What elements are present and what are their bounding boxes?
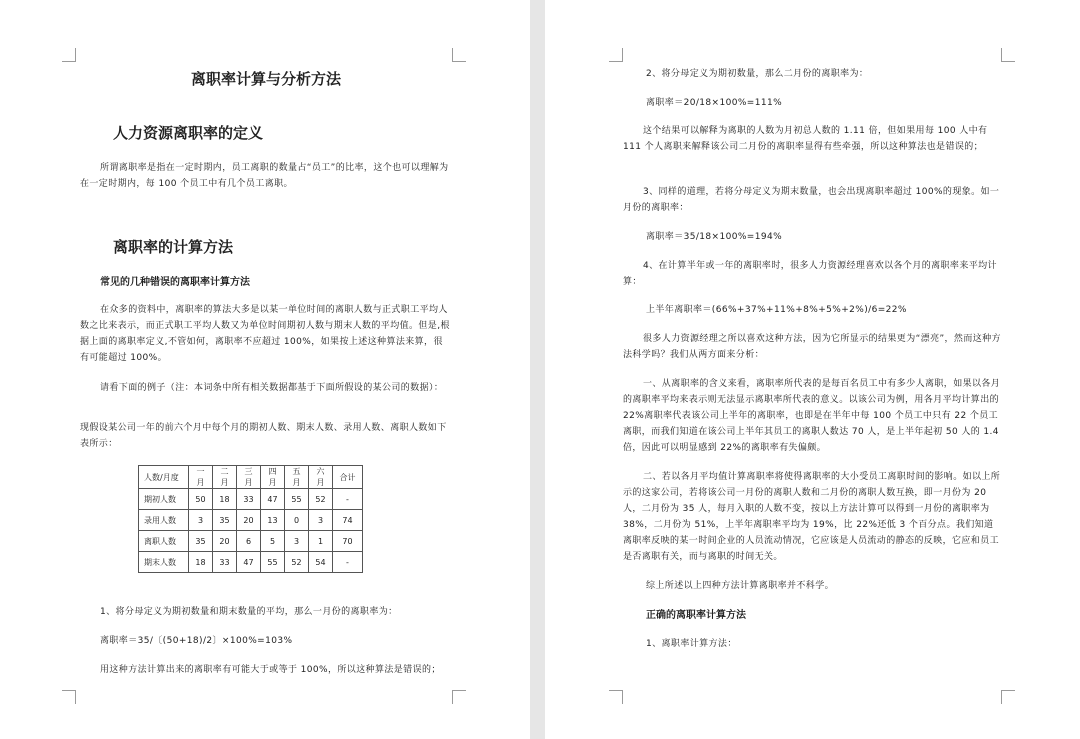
table-cell: 18 — [189, 552, 213, 573]
paragraph-method-2: 2、将分母定义为期初数量，那么二月份的离职率为： — [646, 69, 869, 79]
paragraph-method-3: 3、同样的道理，若将分母定义为期末数量，也会出现离职率超过 100%的现象。如一月份的离职率： — [623, 187, 1000, 213]
table-cell: 离职人数 — [139, 531, 189, 552]
table-header-cell: 四月 — [261, 466, 285, 489]
table-cell: 13 — [261, 510, 285, 531]
heading-correct-method: 正确的离职率计算方法 — [646, 610, 746, 621]
table-cell: 35 — [213, 510, 237, 531]
table-header-cell: 一月 — [189, 466, 213, 489]
table-cell: 期初人数 — [139, 489, 189, 510]
table-cell: 33 — [237, 489, 261, 510]
paragraph-method-1-conclusion: 用这种方法计算出来的离职率有可能大于或等于 100%，所以这种算法是错误的； — [100, 665, 441, 675]
table-cell: 74 — [333, 510, 363, 531]
table-cell: 35 — [189, 531, 213, 552]
paragraph-method-2-explain: 这个结果可以解释为离职的人数为月初总人数的 1.11 倍，但如果用每 100 人中有 111 个人离职来解释该公司二月份的离职率显得有些牵强，所以这种算法也是错误的； — [623, 126, 988, 152]
margin-corner-mark — [452, 48, 466, 62]
table-cell: 6 — [237, 531, 261, 552]
table-cell: 5 — [261, 531, 285, 552]
table-cell: 0 — [285, 510, 309, 531]
table-cell: 52 — [285, 552, 309, 573]
heading-methods: 离职率的计算方法 — [113, 238, 234, 256]
table-header-cell: 五月 — [285, 466, 309, 489]
paragraph-assumption: 现假设某公司一年的前六个月中每个月的期初人数、期末人数、录用人数、离职人数如下表所示： — [80, 423, 447, 449]
table-cell: 70 — [333, 531, 363, 552]
headcount-table — [138, 465, 363, 573]
table-cell: 20 — [237, 510, 261, 531]
table-cell: 52 — [309, 489, 333, 510]
table-row — [139, 489, 363, 510]
table-cell: - — [333, 489, 363, 510]
margin-corner-mark — [62, 48, 76, 62]
table-header-cell: 三月 — [237, 466, 261, 489]
table-header-row — [139, 466, 363, 489]
paragraph-summary: 综上所述以上四种方法计算离职率并不科学。 — [646, 581, 835, 591]
table-cell: 3 — [189, 510, 213, 531]
table-cell: 20 — [213, 531, 237, 552]
margin-corner-mark — [1001, 48, 1015, 62]
table-row — [139, 552, 363, 573]
table-cell: 3 — [285, 531, 309, 552]
paragraph-intro: 在众多的资料中，离职率的算法大多是以某一单位时间的离职人数与正式职工平均人数之比来表示，而正式职工平均人数又为单位时间期初人数与期末人数的平均值。但是,根据上面的离职率定义,不管如何，离职率不应超过 100%，如果按上述这种算法来算，很有可能超过 100%。 — [80, 305, 450, 363]
table-cell: 18 — [213, 489, 237, 510]
paragraph-correct-method-1: 1、离职率计算方法： — [646, 639, 737, 649]
table-header-cell: 人数/月度 — [139, 466, 189, 489]
margin-corner-mark — [62, 690, 76, 704]
table-cell: 55 — [261, 552, 285, 573]
table-cell: 47 — [237, 552, 261, 573]
formula-method-2: 离职率＝20/18×100%=111% — [646, 98, 783, 108]
document-page-left — [0, 0, 530, 739]
table-header-cell: 六月 — [309, 466, 333, 489]
heading-definition: 人力资源离职率的定义 — [113, 124, 264, 142]
table-cell: 54 — [309, 552, 333, 573]
table-cell: 50 — [189, 489, 213, 510]
margin-corner-mark — [609, 48, 623, 62]
paragraph-method-4: 4、在计算半年或一年的离职率时，很多人力资源经理喜欢以各个月的离职率来平均计算： — [623, 261, 997, 287]
table-row — [139, 510, 363, 531]
formula-method-4: 上半年离职率＝(66%+37%+11%+8%+5%+2%)/6=22% — [646, 305, 907, 315]
margin-corner-mark — [452, 690, 466, 704]
margin-corner-mark — [609, 690, 623, 704]
formula-method-3: 离职率＝35/18×100%=194% — [646, 232, 783, 242]
table-cell: 55 — [285, 489, 309, 510]
table-cell: 33 — [213, 552, 237, 573]
table-cell: 录用人数 — [139, 510, 189, 531]
document-title: 离职率计算与分析方法 — [190, 70, 341, 88]
table-header-cell: 合计 — [333, 466, 363, 489]
margin-corner-mark — [1001, 690, 1015, 704]
heading-wrong-methods: 常见的几种错误的离职率计算方法 — [100, 277, 250, 288]
paragraph-definition: 所谓离职率是指在一定时期内，员工离职的数量占“员工”的比率，这个也可以理解为在一定时期内，每 100 个员工中有几个员工离职。 — [80, 163, 449, 189]
table-cell: 3 — [309, 510, 333, 531]
formula-method-1: 离职率＝35/〔(50+18)/2〕×100%=103% — [100, 636, 293, 646]
table-cell: 1 — [309, 531, 333, 552]
paragraph-analysis-point-2: 二、若以各月平均值计算离职率将使得离职率的大小受员工离职时间的影响。如以上所示的这家公司，若将该公司一月份的离职人数和二月份的离职人数互换，即一月份为 20 人，二月份为 35 人，每月入职的人数不变，按以上方法计算可以得到一月份的离职率为 38%，二月份为 51%，上半年离职率平均为 19%，比 22%还低 3 个百分点。我们知道离职率反映的某一时间企业的人员流动情况，它应该是人员流动的静态的反映，它应和员工是否离职有关，而与离职的时间无关。 — [623, 472, 1001, 562]
document-page-right — [545, 0, 1080, 739]
table-cell: 47 — [261, 489, 285, 510]
table-row — [139, 531, 363, 552]
table-header-cell: 二月 — [213, 466, 237, 489]
paragraph-analysis-point-1: 一、从离职率的含义来看，离职率所代表的是每百名员工中有多少人离职，如果以各月的离职率平均来表示则无法显示离职率所代表的意义。以该公司为例，用各月平均计算出的 22%离职率代表该公司上半年的离职率，也即是在半年中每 100 个员工中只有 22 个员工离职，而我们知道在该公司上半年其员工的离职人数达 70 人，是上半年起初 50 人的 1.4 倍，因此可以明显感到 22%的离职率有失偏颇。 — [623, 379, 1001, 453]
paragraph-method-1: 1、将分母定义为期初数量和期末数量的平均，那么一月份的离职率为： — [100, 607, 398, 617]
table-cell: 期末人数 — [139, 552, 189, 573]
paragraph-example: 请看下面的例子（注：本词条中所有相关数据都基于下面所假设的某公司的数据）： — [100, 383, 444, 393]
page-gap — [530, 0, 545, 739]
table-cell: - — [333, 552, 363, 573]
paragraph-analysis: 很多人力资源经理之所以喜欢这种方法，因为它所显示的结果更为“漂亮”，然而这种方法科学吗？我们从两方面来分析： — [623, 334, 1001, 360]
